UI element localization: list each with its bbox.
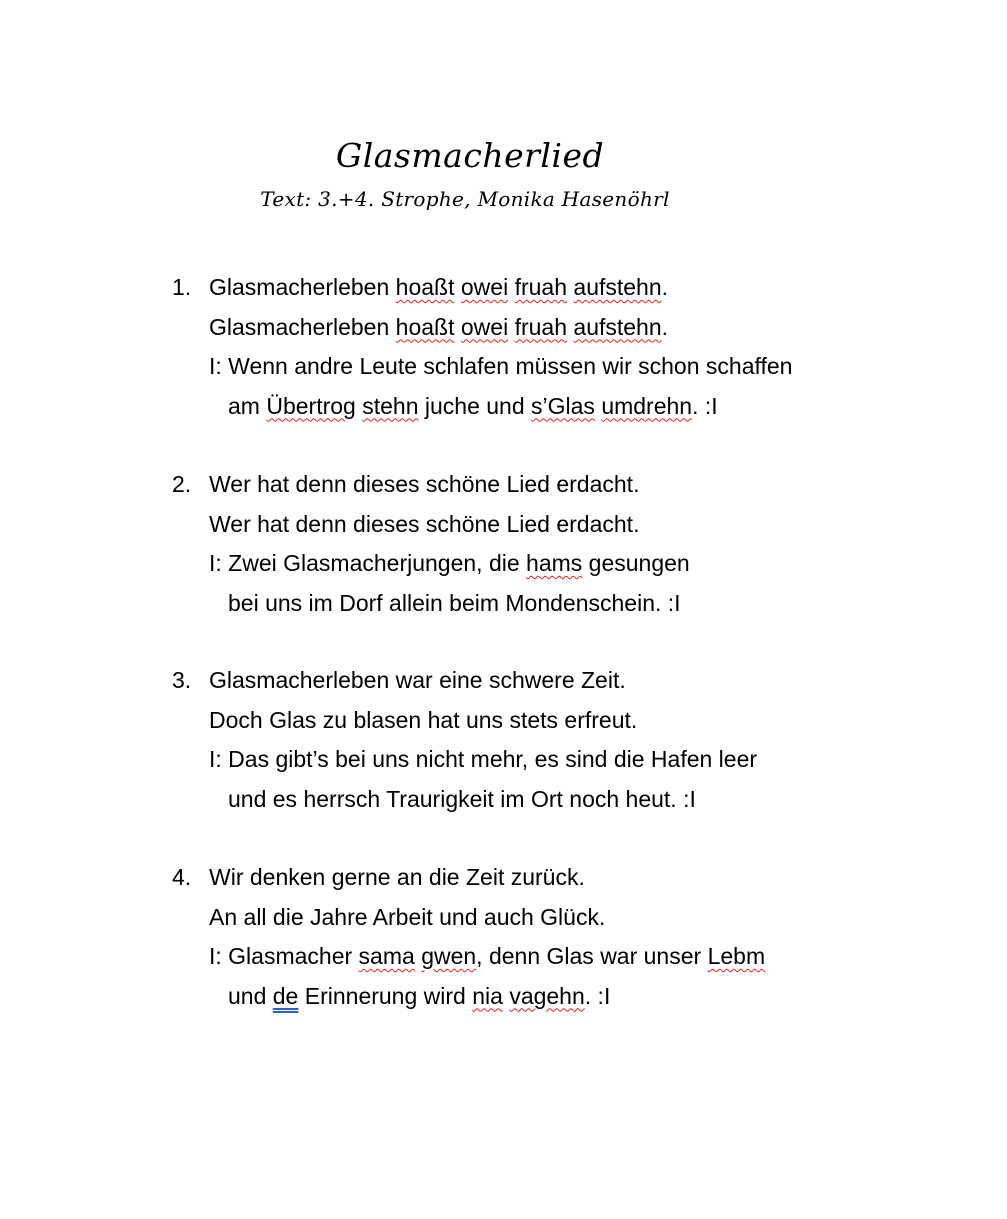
verse-number: 2. bbox=[172, 471, 192, 497]
spelling-error-word[interactable]: vagehn bbox=[509, 982, 585, 1009]
spelling-error-word[interactable]: owei bbox=[460, 274, 509, 300]
line-text: Wer hat denn dieses schöne Lied erdacht. bbox=[209, 471, 640, 497]
spelling-error-word[interactable]: hams bbox=[526, 550, 583, 576]
spelling-error-word[interactable]: Übertrog bbox=[266, 392, 356, 419]
spelling-error-word[interactable]: Lebm bbox=[707, 943, 766, 969]
spelling-error-word[interactable]: umdrehn bbox=[601, 392, 693, 419]
line-text: am Übertrog stehn juche und s’Glas umdrehn. :I bbox=[228, 392, 718, 419]
line-text: Glasmacherleben hoaßt owei fruah aufstehn. bbox=[209, 313, 669, 340]
line-text: Glasmacherleben hoaßt owei fruah aufstehn. bbox=[209, 274, 669, 300]
line-text: I: Wenn andre Leute schlafen müssen wir schon schaffen bbox=[209, 353, 793, 379]
spelling-error-word[interactable]: aufstehn bbox=[573, 274, 662, 300]
line-text: bei uns im Dorf allein beim Mondenschein. :I bbox=[228, 589, 681, 616]
line-text: Doch Glas zu blasen hat uns stets erfreut. bbox=[209, 706, 638, 733]
line-text: und es herrsch Traurigkeit im Ort noch heut. :I bbox=[228, 785, 696, 812]
spelling-error-word[interactable]: sama bbox=[358, 943, 415, 969]
line-text: I: Das gibt’s bei uns nicht mehr, es sind die Hafen leer bbox=[209, 746, 758, 772]
line-text: Wir denken gerne an die Zeit zurück. bbox=[209, 864, 585, 890]
spelling-error-word[interactable]: gwen bbox=[421, 943, 477, 969]
spelling-error-word[interactable]: fruah bbox=[514, 274, 568, 300]
line-text: An all die Jahre Arbeit und auch Glück. bbox=[209, 903, 606, 930]
spelling-error-word[interactable]: fruah bbox=[514, 313, 568, 340]
spelling-error-word[interactable]: aufstehn bbox=[573, 313, 662, 340]
line-text: I: Zwei Glasmacherjungen, die hams gesungen bbox=[209, 550, 690, 576]
spelling-error-word[interactable]: hoaßt bbox=[395, 313, 455, 340]
grammar-flag-word[interactable]: de bbox=[272, 982, 299, 1009]
verse-number: 4. bbox=[172, 864, 192, 890]
verse-number: 3. bbox=[172, 667, 192, 693]
document-title: Glasmacherlied bbox=[335, 136, 605, 175]
verse-number: 1. bbox=[172, 274, 192, 300]
spelling-error-word[interactable]: stehn bbox=[362, 392, 419, 419]
spelling-error-word[interactable]: hoaßt bbox=[395, 274, 455, 300]
spelling-error-word[interactable]: s’Glas bbox=[531, 392, 595, 419]
spelling-error-word[interactable]: nia bbox=[472, 982, 503, 1009]
line-text: Glasmacherleben war eine schwere Zeit. bbox=[209, 667, 626, 693]
line-text: und de Erinnerung wird nia vagehn. :I bbox=[228, 982, 611, 1009]
line-text: Wer hat denn dieses schöne Lied erdacht. bbox=[209, 510, 640, 537]
line-text: I: Glasmacher sama gwen, denn Glas war unser Lebm bbox=[209, 943, 766, 969]
document-subtitle: Text: 3.+4. Strophe, Monika Hasenöhrl bbox=[260, 187, 670, 211]
spelling-error-word[interactable]: owei bbox=[460, 313, 509, 340]
